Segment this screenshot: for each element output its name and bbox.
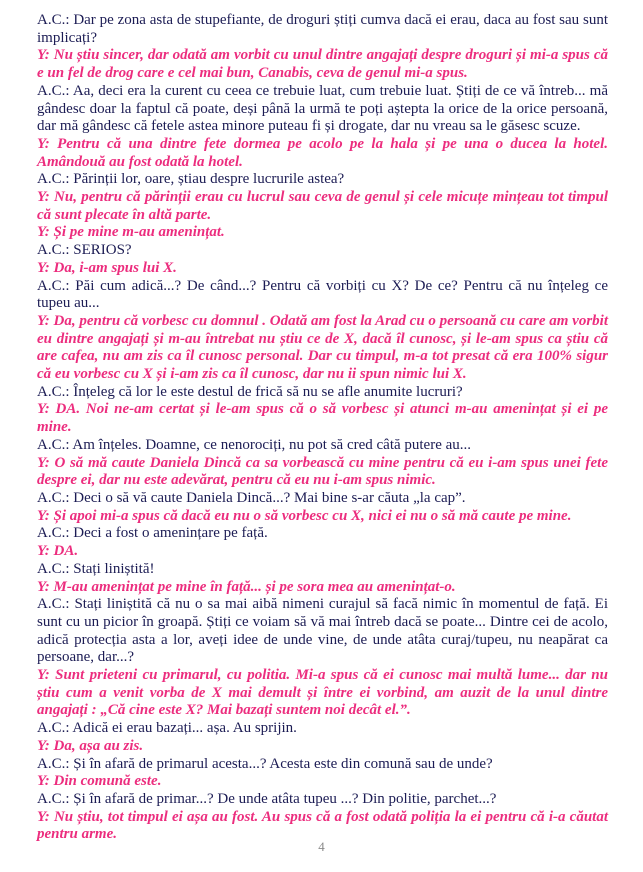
dialogue-line-interviewer: A.C.: Adică ei erau bazați... așa. Au sprijin. <box>37 720 297 737</box>
dialogue-line-interviewer: A.C.: Înțeleg că lor le este destul de frică să nu se afle anumite lucruri? <box>37 383 463 400</box>
dialogue-line-witness: Y: Din comună este. <box>37 773 162 790</box>
dialogue-line-witness: Y: DA. Noi ne-am certat și le-am spus că o să vorbesc și atunci m-au amenințat și ei pe mine. <box>37 401 608 436</box>
dialogue-line-witness: Y: Nu știu, tot timpul ei așa au fost. Au spus că a fost odată poliția la ei pentru că i-a căutat pentru arme. <box>37 808 608 843</box>
dialogue-line-interviewer: A.C.: Păi cum adică...? De când...? Pentru că vorbiți cu X? De ce? Pentru că nu înțeleg ce tupeu au... <box>37 277 608 312</box>
dialogue-line-interviewer: A.C.: Stați liniștită că nu o sa mai aibă nimeni curajul să facă nimic în momentul de față. Ei sunt cu un picior în groapă. Știți ce voiam să vă mai întreb dacă se poate... Dintre cei de acolo, adică protecția asta a lor, aveți idee de unde vine, de unde atâta curaj/tupeu, nu neapărat ca persoane, dar...? <box>37 596 608 666</box>
dialogue-line-interviewer: A.C.: Deci a fost o amenințare pe față. <box>37 525 268 542</box>
page-footer <box>0 838 643 856</box>
dialogue-line-interviewer: A.C.: Aa, deci era la curent cu ceea ce trebuie luat, cum trebuie luat. Știți de ce vă întreb... mă gândesc doar la faptul că poate, deși până la urmă te poți aștepta la orice de la orice persoană, dar mă gândesc că fetele astea minore puteau fi și drogate, dar nu vreau sa le găsesc scuze. <box>37 82 608 135</box>
dialogue-line-interviewer: A.C.: Deci o să vă caute Daniela Dincă...? Mai bine s-ar căuta „la cap”. <box>37 489 466 506</box>
dialogue-line-interviewer: A.C.: Părinții lor, oare, știau despre lucrurile astea? <box>37 171 345 188</box>
dialogue-line-interviewer: A.C.: Stați liniștită! <box>37 560 155 577</box>
dialogue-line-interviewer: A.C.: Și în afară de primar...? De unde atâta tupeu ...? Din politie, parchet...? <box>37 790 497 807</box>
page-number: 4 <box>318 839 325 854</box>
dialogue-transcript <box>37 12 608 844</box>
dialogue-line-witness: Y: Nu, pentru că părinții erau cu lucrul sau ceva de genul și cele micuțe mințeau tot timpul că sunt plecate în altă parte. <box>37 189 608 223</box>
dialogue-line-interviewer: A.C.: Am înțeles. Doamne, ce nenorociți, nu pot să cred câtă putere au... <box>37 436 472 453</box>
dialogue-line-interviewer: A.C.: Dar pe zona asta de stupefiante, de droguri știți cumva dacă ei erau, daca au fost sau sunt implicați? <box>37 12 608 46</box>
dialogue-line-witness: Y: Da, pentru că vorbesc cu domnul . Odată am fost la Arad cu o persoană cu care am vorbit eu dintre angajați și m-au întrebat nu știu ce de X, dacă îl cunosc, și le-am spus ca știu că are cafea, nu am zis ca îl cunosc personal. Dar cu timpul, m-a tot presat că era 100% sigur că eu vorbesc cu X și i-am zis ca îl cunosc, dar nu ii spun nimic lui X. <box>37 312 608 383</box>
dialogue-line-witness: Y: Și pe mine m-au amenințat. <box>37 224 225 241</box>
dialogue-line-witness: Y: Pentru că una dintre fete dormea pe acolo pe la hala și pe una o ducea la hotel. Amândouă au fost odată la hotel. <box>37 135 608 170</box>
dialogue-line-witness: Y: O să mă caute Daniela Dincă ca sa vorbească cu mine pentru că eu i-am spus unei fete despre ei, dar nu este adevărat, pentru că eu nu i-am spus nimic. <box>37 454 608 489</box>
dialogue-line-witness: Y: DA. <box>37 543 79 560</box>
dialogue-line-witness: Y: Și apoi mi-a spus că dacă eu nu o să vorbesc cu X, nici ei nu o să mă caute pe mine. <box>37 507 572 524</box>
dialogue-line-witness: Y: Nu știu sincer, dar odată am vorbit cu unul dintre angajați despre droguri și mi-a spus că e un fel de drog care e cel mai bun, Canabis, ceva de genul mi-a spus. <box>37 47 608 82</box>
dialogue-line-witness: Y: Da, așa au zis. <box>37 737 144 754</box>
dialogue-line-interviewer: A.C.: SERIOS? <box>37 242 132 259</box>
dialogue-line-witness: Y: Sunt prieteni cu primarul, cu politia. Mi-a spus că ei cunosc mai multă lume... dar nu știu cum a venit vorba de X mai demult și între ei vorbind, am auzit de la unul dintre angajați : „Că cine este X? Mai bazați suntem noi decât el.”. <box>37 667 608 719</box>
dialogue-line-interviewer: A.C.: Și în afară de primarul acesta...? Acesta este din comună sau de unde? <box>37 755 493 772</box>
dialogue-line-witness: Y: Da, i-am spus lui X. <box>37 259 177 276</box>
dialogue-line-witness: Y: M-au amenințat pe mine în față... și pe sora mea au amenințat-o. <box>37 578 456 595</box>
